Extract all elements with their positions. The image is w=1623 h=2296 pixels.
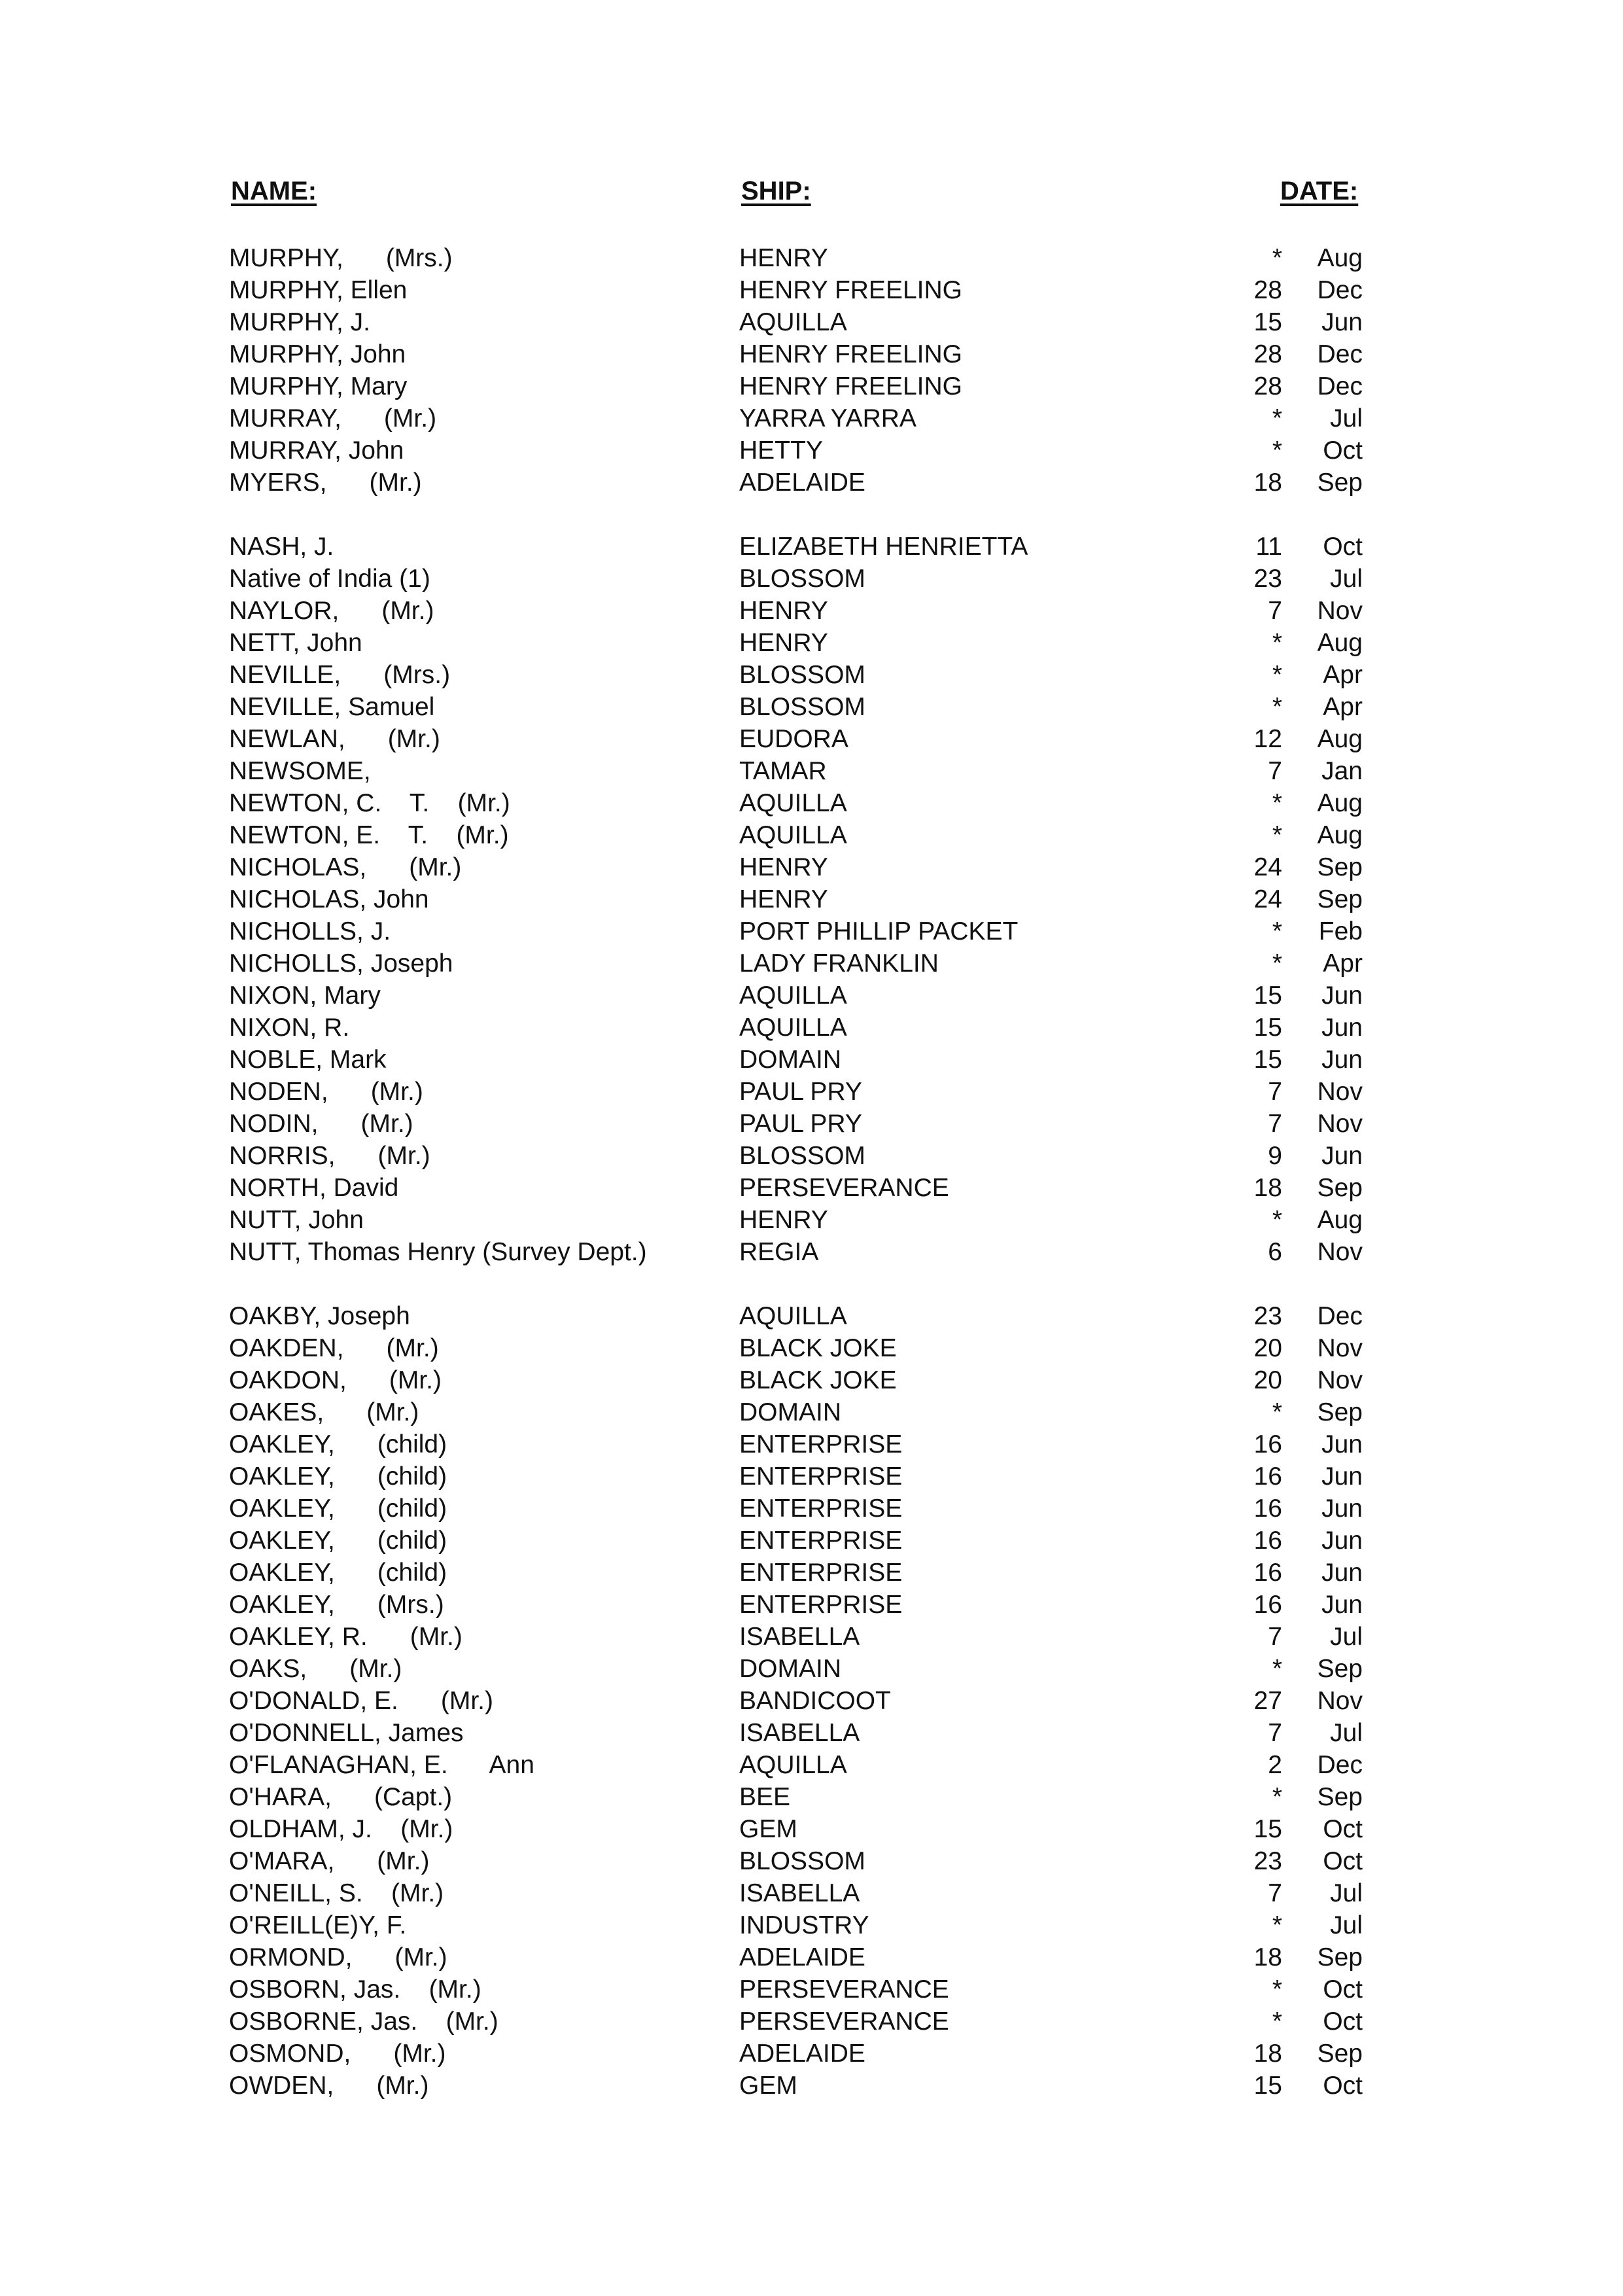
name-cell: O'NEILL, S. (Mr.)	[229, 1879, 444, 1907]
date-month-cell: Feb	[1318, 917, 1363, 945]
date-month-cell: Jul	[1330, 565, 1363, 593]
table-row	[0, 2038, 1623, 2070]
ship-cell: HETTY	[739, 436, 823, 465]
table-row	[0, 1044, 1623, 1076]
ship-cell: ENTERPRISE	[739, 1559, 903, 1587]
ship-cell: ENTERPRISE	[739, 1430, 903, 1458]
ship-cell: REGIA	[739, 1238, 819, 1266]
table-row	[0, 1460, 1623, 1492]
table-row	[0, 531, 1623, 563]
date-day-cell: 20	[1253, 1334, 1282, 1362]
table-row	[0, 1813, 1623, 1845]
ship-cell: ENTERPRISE	[739, 1591, 903, 1619]
table-row	[0, 1749, 1623, 1781]
date-month-cell: Nov	[1317, 1110, 1363, 1138]
date-month-cell: Jun	[1321, 308, 1363, 336]
table-row	[0, 434, 1623, 467]
date-month-cell: Oct	[1323, 1847, 1363, 1875]
date-day-cell: *	[1272, 917, 1282, 945]
ship-cell: DOMAIN	[739, 1655, 841, 1683]
name-cell: MURRAY, (Mr.)	[229, 404, 437, 433]
date-day-cell: 16	[1253, 1430, 1282, 1458]
table-row	[0, 1236, 1623, 1268]
date-day-cell: *	[1272, 1975, 1282, 2004]
ship-cell: GEM	[739, 1815, 797, 1843]
date-day-cell: 6	[1268, 1238, 1282, 1266]
date-month-cell: Oct	[1323, 2007, 1363, 2036]
roster-section	[0, 1300, 1623, 2102]
date-day-cell: 18	[1253, 2040, 1282, 2068]
table-row	[0, 1717, 1623, 1749]
table-row	[0, 1877, 1623, 1909]
ship-cell: HENRY	[739, 629, 828, 657]
ship-cell: PERSEVERANCE	[739, 1174, 949, 1202]
name-cell: O'DONNELL, James	[229, 1719, 464, 1747]
table-row	[0, 1364, 1623, 1396]
name-cell: NICHOLLS, J.	[229, 917, 391, 945]
date-day-cell: 23	[1253, 1302, 1282, 1330]
ship-cell: DOMAIN	[739, 1398, 841, 1426]
ship-cell: INDUSTRY	[739, 1911, 869, 1939]
date-day-cell: 7	[1268, 1879, 1282, 1907]
date-day-cell: *	[1272, 436, 1282, 465]
table-row	[0, 1012, 1623, 1044]
ship-cell: AQUILLA	[739, 821, 847, 849]
name-cell: OAKES, (Mr.)	[229, 1398, 419, 1426]
name-cell: NEWSOME,	[229, 757, 371, 785]
date-day-cell: 16	[1253, 1591, 1282, 1619]
date-day-cell: *	[1272, 821, 1282, 849]
name-cell: MURRAY, John	[229, 436, 404, 465]
ship-cell: BANDICOOT	[739, 1687, 891, 1715]
date-month-cell: Jun	[1321, 1014, 1363, 1042]
date-day-cell: *	[1272, 661, 1282, 689]
ship-cell: ISABELLA	[739, 1719, 860, 1747]
table-row	[0, 819, 1623, 851]
date-day-cell: 12	[1253, 725, 1282, 753]
ship-cell: AQUILLA	[739, 981, 847, 1010]
date-month-cell: Oct	[1323, 533, 1363, 561]
table-row	[0, 1172, 1623, 1204]
name-cell: MYERS, (Mr.)	[229, 468, 422, 497]
table-row	[0, 1300, 1623, 1332]
table-row	[0, 1653, 1623, 1685]
date-column-header: DATE:	[1280, 177, 1359, 205]
date-day-cell: 28	[1253, 276, 1282, 304]
table-row	[0, 883, 1623, 915]
date-month-cell: Jul	[1330, 1719, 1363, 1747]
name-cell: OAKDON, (Mr.)	[229, 1366, 442, 1394]
name-cell: NORTH, David	[229, 1174, 399, 1202]
name-cell: OAKLEY, (child)	[229, 1559, 447, 1587]
date-month-cell: Aug	[1317, 629, 1363, 657]
name-cell: NODIN, (Mr.)	[229, 1110, 413, 1138]
table-row	[0, 1621, 1623, 1653]
table-row	[0, 851, 1623, 883]
name-cell: NEWTON, E. T. (Mr.)	[229, 821, 509, 849]
ship-cell: EUDORA	[739, 725, 848, 753]
table-row	[0, 1941, 1623, 1973]
date-month-cell: Nov	[1317, 597, 1363, 625]
table-row	[0, 755, 1623, 787]
date-month-cell: Apr	[1323, 693, 1363, 721]
ship-cell: HENRY	[739, 1206, 828, 1234]
name-cell: OAKLEY, R. (Mr.)	[229, 1623, 462, 1651]
date-month-cell: Nov	[1317, 1078, 1363, 1106]
roster-section	[0, 242, 1623, 499]
name-cell: OAKBY, Joseph	[229, 1302, 410, 1330]
table-row	[0, 1685, 1623, 1717]
roster-section	[0, 531, 1623, 1268]
ship-cell: HENRY FREELING	[739, 276, 962, 304]
date-month-cell: Apr	[1323, 661, 1363, 689]
name-cell: OSBORN, Jas. (Mr.)	[229, 1975, 481, 2004]
name-cell: OAKLEY, (child)	[229, 1527, 447, 1555]
name-column-header: NAME:	[231, 177, 317, 205]
table-row	[0, 2005, 1623, 2038]
name-cell: OAKLEY, (child)	[229, 1430, 447, 1458]
date-month-cell: Oct	[1323, 1815, 1363, 1843]
table-row	[0, 2070, 1623, 2102]
date-month-cell: Sep	[1317, 1783, 1363, 1811]
date-month-cell: Jun	[1321, 1527, 1363, 1555]
ship-cell: HENRY	[739, 885, 828, 913]
ship-cell: TAMAR	[739, 757, 827, 785]
name-cell: OSMOND, (Mr.)	[229, 2040, 446, 2068]
name-cell: NORRIS, (Mr.)	[229, 1142, 430, 1170]
table-row	[0, 980, 1623, 1012]
date-month-cell: Oct	[1323, 1975, 1363, 2004]
table-row	[0, 1781, 1623, 1813]
date-month-cell: Aug	[1317, 244, 1363, 272]
table-row	[0, 659, 1623, 691]
name-cell: O'REILL(E)Y, F.	[229, 1911, 407, 1939]
name-cell: O'FLANAGHAN, E. Ann	[229, 1751, 534, 1779]
ship-column-header: SHIP:	[741, 177, 811, 205]
table-row	[0, 274, 1623, 306]
date-month-cell: Dec	[1317, 1302, 1363, 1330]
date-month-cell: Jun	[1321, 1046, 1363, 1074]
date-day-cell: 15	[1253, 981, 1282, 1010]
date-day-cell: 9	[1268, 1142, 1282, 1170]
ship-cell: ISABELLA	[739, 1879, 860, 1907]
table-row	[0, 1845, 1623, 1877]
date-day-cell: 2	[1268, 1751, 1282, 1779]
table-row	[0, 242, 1623, 274]
ship-cell: LADY FRANKLIN	[739, 949, 939, 978]
name-cell: MURPHY, Mary	[229, 372, 408, 400]
ship-cell: ADELAIDE	[739, 1943, 865, 1971]
table-row	[0, 1525, 1623, 1557]
ship-cell: HENRY FREELING	[739, 372, 962, 400]
date-day-cell: 15	[1253, 2072, 1282, 2100]
date-month-cell: Sep	[1317, 853, 1363, 881]
date-day-cell: 20	[1253, 1366, 1282, 1394]
name-cell: OAKS, (Mr.)	[229, 1655, 402, 1683]
table-row	[0, 1428, 1623, 1460]
date-month-cell: Jun	[1321, 1494, 1363, 1523]
name-cell: O'HARA, (Capt.)	[229, 1783, 453, 1811]
ship-cell: BEE	[739, 1783, 791, 1811]
date-day-cell: 15	[1253, 1815, 1282, 1843]
date-day-cell: *	[1272, 629, 1282, 657]
date-day-cell: *	[1272, 404, 1282, 433]
date-month-cell: Apr	[1323, 949, 1363, 978]
name-cell: NUTT, John	[229, 1206, 364, 1234]
date-day-cell: 7	[1268, 1110, 1282, 1138]
date-day-cell: *	[1272, 1783, 1282, 1811]
name-cell: NEWLAN, (Mr.)	[229, 725, 440, 753]
table-row	[0, 1557, 1623, 1589]
ship-cell: PORT PHILLIP PACKET	[739, 917, 1019, 945]
ship-cell: BLOSSOM	[739, 1847, 865, 1875]
name-cell: NOBLE, Mark	[229, 1046, 387, 1074]
name-cell: OAKLEY, (Mrs.)	[229, 1591, 444, 1619]
name-cell: NICHOLLS, Joseph	[229, 949, 453, 978]
table-row	[0, 370, 1623, 402]
date-day-cell: *	[1272, 1206, 1282, 1234]
date-month-cell: Nov	[1317, 1238, 1363, 1266]
date-month-cell: Jul	[1330, 1623, 1363, 1651]
ship-cell: AQUILLA	[739, 308, 847, 336]
ship-cell: ENTERPRISE	[739, 1494, 903, 1523]
date-day-cell: 7	[1268, 1719, 1282, 1747]
ship-cell: GEM	[739, 2072, 797, 2100]
date-month-cell: Jun	[1321, 1559, 1363, 1587]
name-cell: NEVILLE, (Mrs.)	[229, 661, 451, 689]
date-day-cell: 18	[1253, 1174, 1282, 1202]
table-row	[0, 1396, 1623, 1428]
date-month-cell: Nov	[1317, 1334, 1363, 1362]
date-day-cell: 7	[1268, 597, 1282, 625]
date-month-cell: Dec	[1317, 276, 1363, 304]
name-cell: OSBORNE, Jas. (Mr.)	[229, 2007, 498, 2036]
ship-cell: YARRA YARRA	[739, 404, 916, 433]
table-row	[0, 915, 1623, 947]
ship-cell: AQUILLA	[739, 1014, 847, 1042]
date-day-cell: 16	[1253, 1494, 1282, 1523]
date-month-cell: Jan	[1321, 757, 1363, 785]
name-cell: OAKLEY, (child)	[229, 1494, 447, 1523]
date-month-cell: Sep	[1317, 468, 1363, 497]
date-day-cell: 16	[1253, 1559, 1282, 1587]
name-cell: OLDHAM, J. (Mr.)	[229, 1815, 453, 1843]
date-month-cell: Aug	[1317, 789, 1363, 817]
name-cell: ORMOND, (Mr.)	[229, 1943, 447, 1971]
date-day-cell: 23	[1253, 1847, 1282, 1875]
date-month-cell: Dec	[1317, 1751, 1363, 1779]
table-row	[0, 1492, 1623, 1525]
name-cell: NODEN, (Mr.)	[229, 1078, 423, 1106]
table-row	[0, 627, 1623, 659]
date-day-cell: 27	[1253, 1687, 1282, 1715]
date-day-cell: 16	[1253, 1527, 1282, 1555]
name-cell: MURPHY, Ellen	[229, 276, 408, 304]
date-month-cell: Jul	[1330, 1911, 1363, 1939]
ship-cell: PERSEVERANCE	[739, 2007, 949, 2036]
date-month-cell: Dec	[1317, 372, 1363, 400]
table-row	[0, 338, 1623, 370]
date-day-cell: 15	[1253, 1014, 1282, 1042]
ship-cell: DOMAIN	[739, 1046, 841, 1074]
date-day-cell: *	[1272, 1911, 1282, 1939]
name-cell: MURPHY, J.	[229, 308, 370, 336]
table-row	[0, 947, 1623, 980]
table-row	[0, 306, 1623, 338]
date-month-cell: Jun	[1321, 1142, 1363, 1170]
table-row	[0, 787, 1623, 819]
table-row	[0, 1204, 1623, 1236]
ship-cell: PAUL PRY	[739, 1078, 862, 1106]
date-day-cell: 7	[1268, 1623, 1282, 1651]
date-day-cell: 7	[1268, 757, 1282, 785]
ship-cell: HENRY	[739, 597, 828, 625]
date-month-cell: Oct	[1323, 2072, 1363, 2100]
ship-cell: AQUILLA	[739, 1751, 847, 1779]
date-month-cell: Jun	[1321, 1591, 1363, 1619]
date-day-cell: *	[1272, 789, 1282, 817]
date-day-cell: 15	[1253, 1046, 1282, 1074]
table-row	[0, 691, 1623, 723]
ship-cell: BLOSSOM	[739, 1142, 865, 1170]
table-row	[0, 595, 1623, 627]
ship-cell: HENRY FREELING	[739, 340, 962, 368]
date-day-cell: *	[1272, 693, 1282, 721]
name-cell: OAKDEN, (Mr.)	[229, 1334, 439, 1362]
ship-cell: ENTERPRISE	[739, 1462, 903, 1491]
table-row	[0, 1973, 1623, 2005]
date-month-cell: Jun	[1321, 981, 1363, 1010]
table-row	[0, 1909, 1623, 1941]
name-cell: Native of India (1)	[229, 565, 430, 593]
date-day-cell: *	[1272, 244, 1282, 272]
ship-cell: PERSEVERANCE	[739, 1975, 949, 2004]
date-day-cell: *	[1272, 2007, 1282, 2036]
name-cell: NIXON, Mary	[229, 981, 381, 1010]
name-cell: NICHOLAS, (Mr.)	[229, 853, 462, 881]
date-month-cell: Jul	[1330, 404, 1363, 433]
name-cell: OWDEN, (Mr.)	[229, 2072, 429, 2100]
table-row	[0, 402, 1623, 434]
name-cell: NAYLOR, (Mr.)	[229, 597, 434, 625]
date-month-cell: Aug	[1317, 821, 1363, 849]
date-day-cell: 11	[1255, 533, 1282, 561]
name-cell: NEWTON, C. T. (Mr.)	[229, 789, 510, 817]
table-row	[0, 467, 1623, 499]
date-day-cell: 24	[1253, 853, 1282, 881]
date-day-cell: 18	[1253, 1943, 1282, 1971]
table-row	[0, 1332, 1623, 1364]
name-cell: NICHOLAS, John	[229, 885, 429, 913]
date-month-cell: Aug	[1317, 725, 1363, 753]
ship-cell: BLACK JOKE	[739, 1366, 897, 1394]
date-day-cell: 24	[1253, 885, 1282, 913]
date-month-cell: Sep	[1317, 1655, 1363, 1683]
table-row	[0, 563, 1623, 595]
name-cell: O'MARA, (Mr.)	[229, 1847, 430, 1875]
ship-cell: BLOSSOM	[739, 693, 865, 721]
ship-cell: HENRY	[739, 244, 828, 272]
name-cell: OAKLEY, (child)	[229, 1462, 447, 1491]
date-day-cell: *	[1272, 1398, 1282, 1426]
date-day-cell: 28	[1253, 372, 1282, 400]
ship-cell: BLOSSOM	[739, 565, 865, 593]
passenger-roster	[0, 242, 1623, 2134]
ship-cell: ENTERPRISE	[739, 1527, 903, 1555]
date-month-cell: Jun	[1321, 1430, 1363, 1458]
date-month-cell: Jul	[1330, 1879, 1363, 1907]
date-day-cell: 16	[1253, 1462, 1282, 1491]
name-cell: NETT, John	[229, 629, 362, 657]
name-cell: O'DONALD, E. (Mr.)	[229, 1687, 493, 1715]
ship-cell: AQUILLA	[739, 789, 847, 817]
date-month-cell: Sep	[1317, 1943, 1363, 1971]
date-month-cell: Sep	[1317, 1398, 1363, 1426]
date-day-cell: 18	[1253, 468, 1282, 497]
date-day-cell: 23	[1253, 565, 1282, 593]
date-day-cell: 15	[1253, 308, 1282, 336]
ship-cell: BLACK JOKE	[739, 1334, 897, 1362]
ship-cell: HENRY	[739, 853, 828, 881]
ship-cell: ADELAIDE	[739, 468, 865, 497]
ship-cell: ISABELLA	[739, 1623, 860, 1651]
date-month-cell: Aug	[1317, 1206, 1363, 1234]
ship-cell: BLOSSOM	[739, 661, 865, 689]
date-month-cell: Sep	[1317, 885, 1363, 913]
date-month-cell: Dec	[1317, 340, 1363, 368]
ship-cell: AQUILLA	[739, 1302, 847, 1330]
ship-cell: PAUL PRY	[739, 1110, 862, 1138]
date-day-cell: 28	[1253, 340, 1282, 368]
ship-cell: ELIZABETH HENRIETTA	[739, 533, 1028, 561]
name-cell: NIXON, R.	[229, 1014, 350, 1042]
name-cell: MURPHY, John	[229, 340, 406, 368]
date-day-cell: *	[1272, 949, 1282, 978]
ship-cell: ADELAIDE	[739, 2040, 865, 2068]
date-month-cell: Sep	[1317, 2040, 1363, 2068]
date-month-cell: Nov	[1317, 1687, 1363, 1715]
date-month-cell: Jun	[1321, 1462, 1363, 1491]
date-month-cell: Sep	[1317, 1174, 1363, 1202]
date-month-cell: Nov	[1317, 1366, 1363, 1394]
table-row	[0, 1589, 1623, 1621]
date-day-cell: 7	[1268, 1078, 1282, 1106]
date-day-cell: *	[1272, 1655, 1282, 1683]
table-row	[0, 1108, 1623, 1140]
date-month-cell: Oct	[1323, 436, 1363, 465]
table-row	[0, 1076, 1623, 1108]
name-cell: MURPHY, (Mrs.)	[229, 244, 453, 272]
name-cell: NEVILLE, Samuel	[229, 693, 435, 721]
table-row	[0, 1140, 1623, 1172]
table-row	[0, 723, 1623, 755]
name-cell: NUTT, Thomas Henry (Survey Dept.)	[229, 1238, 647, 1266]
name-cell: NASH, J.	[229, 533, 334, 561]
